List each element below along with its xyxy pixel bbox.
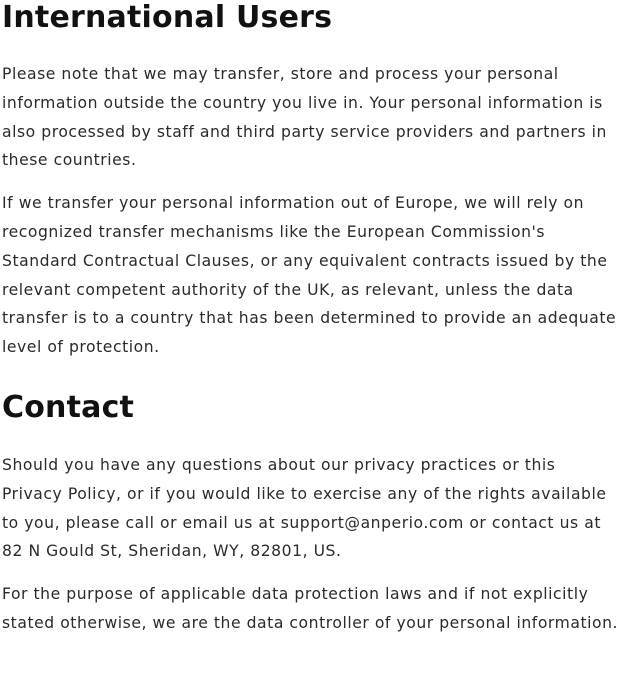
- contact-paragraph-1: [2, 451, 620, 566]
- contact-paragraph-2: For the purpose of applicable data protection laws and if not explicitly stated otherwise, we are the data controller of your personal information.: [2, 585, 619, 632]
- international-paragraph-1: Please note that we may transfer, store and process your personal information outside the country you live in. Your personal information is also processed by staff and third party service providers and partners in these countries.: [2, 65, 607, 170]
- international-users-heading: International Users: [2, 0, 333, 35]
- contact-text-after-email: or contact us at 82 N Gould St, Sheridan, WY, 82801, US.: [2, 513, 601, 561]
- international-paragraph-2: If we transfer your personal information out of Europe, we will rely on recognized transfer mechanisms like the European Commission's Standard Contractual Clauses, or any equivalent contracts issued by the relevant competent authority of the UK, as relevant, unless the data transfer is to a country that has been determined to provide an adequate level of protection.: [2, 194, 617, 357]
- contact-heading: Contact: [2, 389, 135, 425]
- contact-text-before-email: Should you have any questions about our privacy practices or this Privacy Policy, or if you would like to exercise any of the rights available to you, please call or email us at: [2, 455, 607, 532]
- support-email-link[interactable]: support@anperio.com: [280, 513, 464, 532]
